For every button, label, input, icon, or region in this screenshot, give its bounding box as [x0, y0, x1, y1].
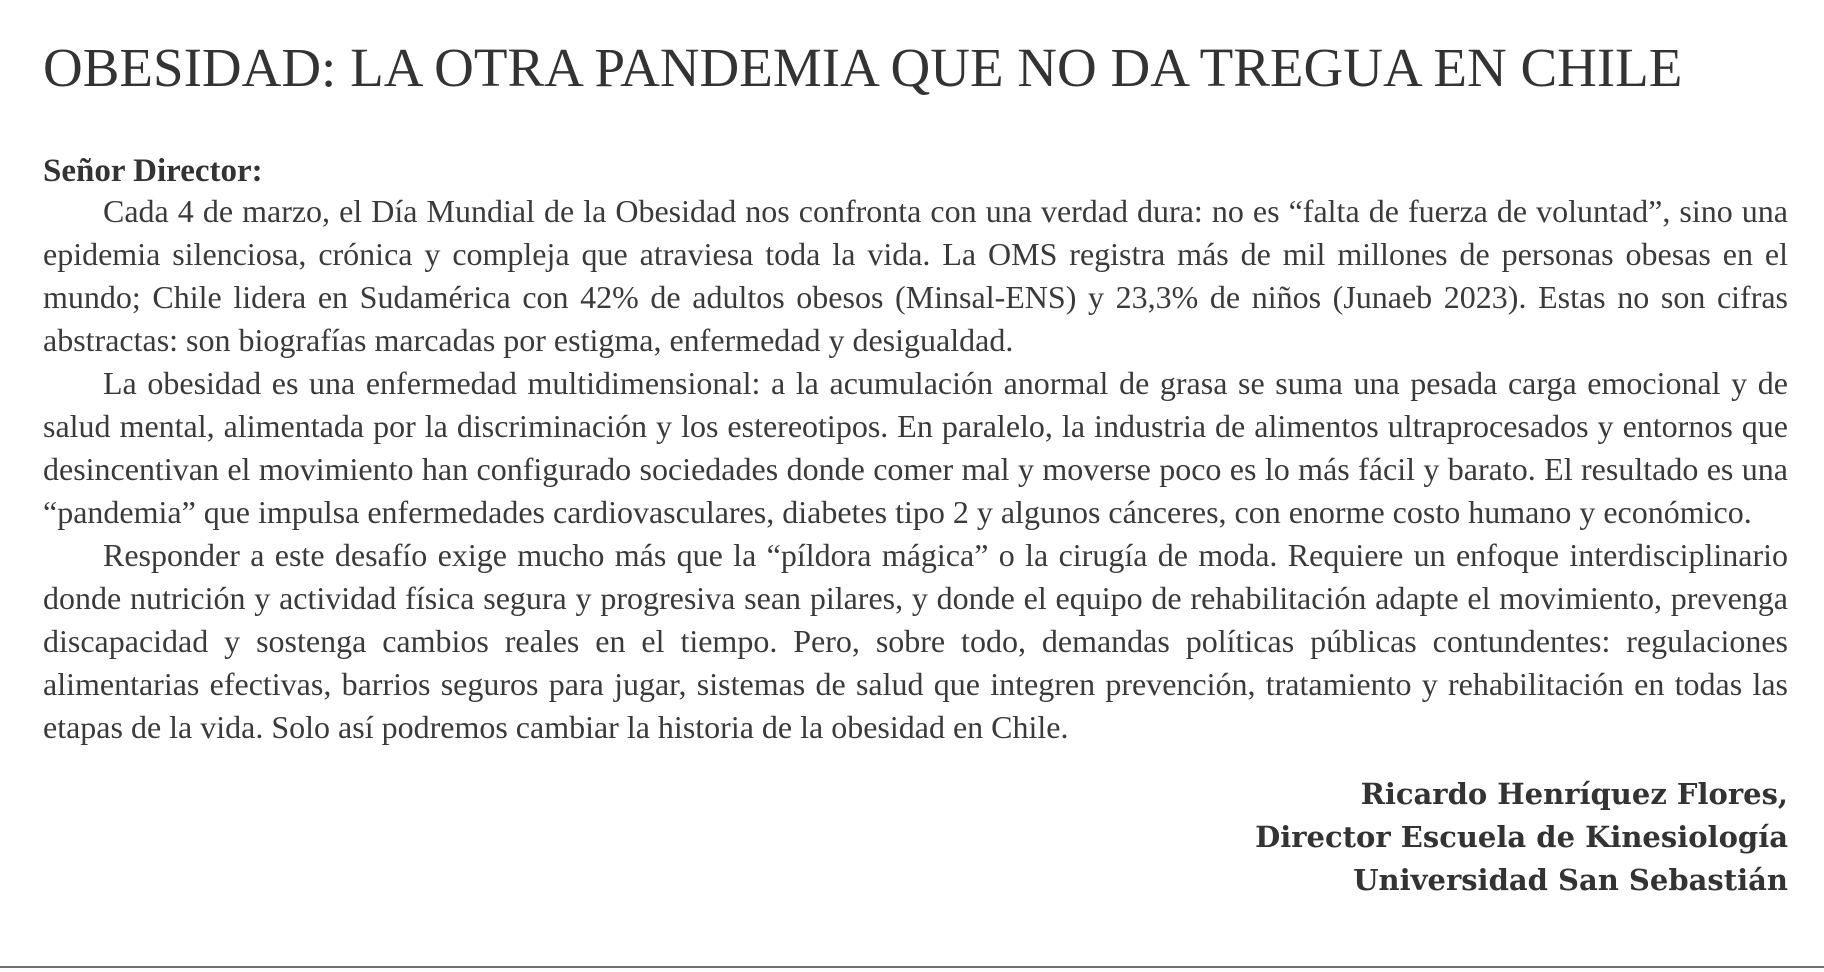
body-paragraph: Responder a este desafío exige mucho más que la “píldora mágica” o la cirugía de moda. Requiere un enfoque interdisciplinario donde nutrición y actividad física segura y progresiva sean pilares, y donde el equipo de rehabilitación adapte el movimiento, prevenga discapacidad y sostenga cambios reales en el tiempo. Pero, sobre todo, demandas políticas públicas contundentes: regulaciones alimentarias efectivas, barrios seguros para jugar, sistemas de salud que integren prevención, tratamiento y rehabilitación en todas las etapas de la vida. Solo así podremos cambiar la historia de la obesidad en Chile. — [43, 537, 1788, 745]
body-paragraph: La obesidad es una enfermedad multidimensional: a la acumulación anormal de grasa se suma una pesada carga emocional y de salud mental, alimentada por la discriminación y los estereotipos. En paralelo, la industria de alimentos ultraprocesados y entornos que desincentivan el movimiento han configurado sociedades donde comer mal y moverse poco es lo más fácil y barato. El resultado es una “pandemia” que impulsa enfermedades cardiovasculares, diabetes tipo 2 y algunos cánceres, con enorme costo humano y económico. — [43, 365, 1788, 530]
salutation: Señor Director: — [43, 153, 263, 189]
signature-name: Ricardo Henríquez Flores, — [1360, 777, 1788, 811]
signature-institution: Universidad San Sebastián — [1353, 863, 1788, 897]
signature-role: Director Escuela de Kinesiología — [1255, 820, 1788, 854]
bottom-divider — [0, 966, 1824, 968]
body-paragraph: Cada 4 de marzo, el Día Mundial de la Obesidad nos confronta con una verdad dura: no es “falta de fuerza de voluntad”, sino una epidemia silenciosa, crónica y compleja que atraviesa toda la vida. La OMS registra más de mil millones de personas obesas en el mundo; Chile lidera en Sudamérica con 42% de adultos obesos (Minsal-ENS) y 23,3% de niños (Junaeb 2023). Estas no son cifras abstractas: son biografías marcadas por estigma, enfermedad y desigualdad. — [43, 193, 1788, 358]
signature-block — [43, 773, 1788, 902]
letter-to-editor — [43, 28, 1788, 902]
headline: OBESIDAD: LA OTRA PANDEMIA QUE NO DA TREGUA EN CHILE — [43, 37, 1683, 98]
